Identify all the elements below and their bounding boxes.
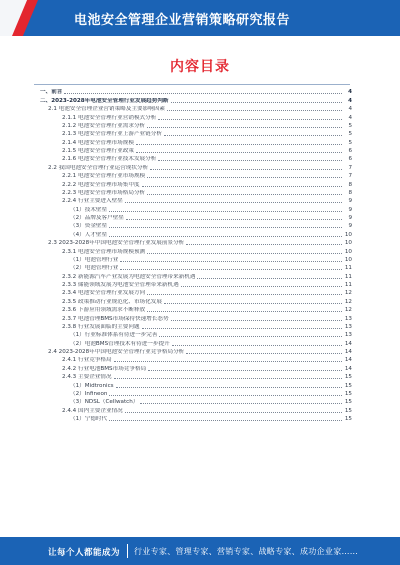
toc-entry[interactable]: [40, 297, 352, 305]
toc-leader-dots: [109, 419, 342, 421]
toc-entry-label: （2）Infineon: [70, 390, 108, 397]
toc-page-number: 12: [344, 307, 352, 314]
toc-page-number: 8: [348, 181, 352, 188]
toc-entry-label: 2.1.5 电池安全管理行业政策: [62, 148, 134, 154]
toc-entry[interactable]: [40, 113, 352, 121]
toc-page-number: 11: [344, 273, 352, 280]
toc-heading: 内容目录: [170, 59, 230, 75]
toc-leader-dots: [164, 134, 342, 136]
footer-slogan-right: 行业专家、管理专家、营销专家、战略专家、成功企业家……: [134, 547, 359, 556]
toc-leader-dots: [125, 201, 342, 203]
toc-page-number: 11: [344, 282, 352, 288]
toc-page-number: 15: [344, 374, 352, 381]
toc-page-number: 4: [348, 106, 352, 113]
toc-page-number: 11: [344, 265, 352, 272]
toc-page-number: 13: [344, 315, 352, 322]
toc-page-number: 15: [344, 407, 352, 414]
toc-entry[interactable]: [40, 96, 352, 104]
toc-leader-dots: [140, 402, 342, 404]
toc-page-number: 6: [348, 148, 352, 154]
toc-entry[interactable]: [40, 373, 352, 381]
toc-leader-dots: [147, 126, 342, 128]
report-title: 电池安全管理企业营销策略研究报告: [74, 13, 291, 28]
toc-entry-label: 2.3.1 电池安全管理市场规模预测: [62, 248, 146, 255]
toc-leader-dots: [159, 335, 342, 337]
toc-entry-label: （1）技术壁垒: [70, 206, 108, 213]
toc-leader-dots: [181, 285, 342, 287]
toc-entry[interactable]: [40, 390, 352, 398]
toc-entry-label: 2.4.4 国内主要企业情况: [62, 407, 123, 414]
toc-leader-dots: [147, 252, 342, 254]
toc-leader-dots: [142, 327, 342, 329]
toc-page-number: 10: [344, 256, 352, 263]
toc-page-number: 7: [348, 173, 352, 180]
toc-entry-label: 2.1.3 电池安全管理行业上游产业链分析: [62, 131, 162, 138]
toc-entry[interactable]: [40, 272, 352, 280]
toc-entry-label: 2.3 2023-2028年中国电池安全管理行业发展前景分析: [48, 240, 185, 247]
toc-entry[interactable]: [40, 406, 352, 414]
toc-leader-dots: [147, 293, 342, 295]
toc-leader-dots: [64, 92, 342, 94]
footer-divider: [127, 544, 128, 558]
toc-entry-label: 2.1.1 电池安全管理行业营销模式分析: [62, 114, 157, 121]
toc-entry[interactable]: [40, 381, 352, 389]
toc-page-number: 5: [348, 139, 352, 146]
toc-leader-dots: [167, 109, 342, 111]
toc-entry-label: 2.1.6 电池安全管理行业技术发展分析: [62, 156, 157, 163]
toc-entry-label: 2.2.3 电池安全管理市场格局分析: [62, 189, 146, 196]
toc-leader-dots: [136, 151, 342, 153]
toc-leader-dots: [109, 394, 342, 396]
toc-entry[interactable]: [40, 339, 352, 347]
toc-entry[interactable]: [40, 256, 352, 264]
toc-page-number: 15: [344, 382, 352, 389]
toc-page-number: 9: [348, 223, 352, 230]
toc-entry[interactable]: [40, 122, 352, 130]
toc-entry[interactable]: [40, 214, 352, 222]
toc-entry-label: 2.4.1 行业竞争格局: [62, 357, 112, 364]
toc-leader-dots: [109, 210, 342, 212]
toc-leader-dots: [136, 143, 342, 145]
page-header: [0, 0, 400, 36]
toc-entry[interactable]: [40, 331, 352, 339]
toc-page-number: 4: [348, 89, 352, 96]
toc-leader-dots: [120, 268, 342, 270]
toc-entry-label: 2.3.6 下游应用领域需求不断释放: [62, 307, 146, 314]
toc-entry[interactable]: [40, 180, 352, 188]
toc-page-number: 7: [348, 164, 352, 171]
toc-entry-label: 2.2 我国电池安全管理行业运营现状分析: [48, 164, 149, 171]
toc-page-number: 4: [348, 114, 352, 121]
toc-entry-label: 2.2.4 行业主要进入壁垒: [62, 198, 123, 205]
toc-leader-dots: [142, 185, 342, 187]
toc-entry[interactable]: [40, 205, 352, 213]
toc-entry-label: （3）资金壁垒: [70, 223, 108, 230]
toc-entry-label: （1）行业标准体系有待进一步完善: [70, 332, 158, 339]
toc-entry-label: 2.3.3 储能领域发展为电池安全管理带来新机遇: [62, 282, 179, 288]
toc-divider: [34, 84, 350, 85]
page-footer: [0, 537, 400, 565]
toc-page-number: 14: [344, 365, 352, 372]
toc-entry[interactable]: [40, 172, 352, 180]
footer-slogan-left: 让每个人都能成为: [48, 548, 121, 558]
toc-entry[interactable]: [40, 239, 352, 247]
toc-entry[interactable]: [40, 189, 352, 197]
toc-page-number: 6: [348, 156, 352, 163]
toc-entry[interactable]: [40, 138, 352, 146]
toc-entry-label: （2）电池BMS管理技术有待进一步提升: [70, 340, 170, 347]
toc-entry[interactable]: [40, 306, 352, 314]
toc-leader-dots: [186, 352, 342, 354]
toc-leader-dots: [116, 386, 342, 388]
toc-entry[interactable]: [40, 230, 352, 238]
toc-entry[interactable]: [40, 222, 352, 230]
toc-page-number: 5: [348, 122, 352, 129]
toc-page-number: 15: [344, 416, 352, 422]
toc-entry-label: 2.4.3 主要企业情况: [62, 374, 112, 381]
toc-page-number: 14: [344, 349, 352, 355]
toc-page-number: 14: [344, 357, 352, 364]
toc-leader-dots: [148, 369, 342, 371]
toc-entry-label: （1）宁德时代: [70, 416, 108, 422]
toc-page-number: 9: [348, 206, 352, 213]
toc-entry-label: 2.2.2 电池安全管理市场集中度: [62, 181, 140, 188]
toc-leader-dots: [158, 118, 342, 120]
toc-entry-label: （2）电池管理行业: [70, 265, 119, 272]
toc-entry[interactable]: [40, 356, 352, 364]
toc-entry-label: 一、前言: [40, 89, 63, 96]
toc-entry[interactable]: [40, 155, 352, 163]
toc-entry-label: （1）电池管理行业: [70, 256, 119, 263]
toc-entry[interactable]: [40, 289, 352, 297]
toc-leader-dots: [114, 377, 342, 379]
toc-page-number: 12: [344, 290, 352, 297]
toc-entry-label: 2.1.4 电池安全管理市场规模: [62, 139, 134, 146]
toc-page-number: 13: [344, 332, 352, 339]
toc-page-number: 10: [344, 248, 352, 255]
toc-leader-dots: [171, 101, 342, 103]
toc-page-number: 10: [344, 231, 352, 238]
toc-entry[interactable]: [40, 348, 352, 356]
toc-page-number: 8: [348, 189, 352, 196]
toc-entry-label: 2.2.1 电池安全管理行业市场规模: [62, 173, 146, 180]
toc-leader-dots: [114, 360, 342, 362]
toc-page-number: 13: [344, 323, 352, 330]
toc-leader-dots: [109, 235, 342, 237]
toc-leader-dots: [172, 344, 342, 346]
table-of-contents: [40, 88, 352, 528]
toc-leader-dots: [120, 260, 342, 262]
toc-entry-label: （3）NDSL（Cellwatch）: [70, 399, 139, 406]
toc-entry[interactable]: [40, 130, 352, 138]
toc-page-number: 4: [348, 97, 352, 104]
toc-leader-dots: [171, 319, 342, 321]
toc-entry[interactable]: [40, 197, 352, 205]
toc-leader-dots: [147, 310, 342, 312]
toc-leader-dots: [186, 243, 342, 245]
toc-leader-dots: [197, 277, 342, 279]
toc-entry-label: 2.3.4 电池安全管理行业发展方向: [62, 290, 146, 297]
toc-entry[interactable]: [40, 364, 352, 372]
toc-page-number: 9: [348, 198, 352, 205]
toc-leader-dots: [158, 159, 342, 161]
toc-entry-label: 2.4.2 行业电池BMS市场竞争格局: [62, 365, 147, 372]
toc-entry[interactable]: [40, 88, 352, 96]
toc-entry[interactable]: [40, 105, 352, 113]
toc-entry-label: （2）品牌及客户壁垒: [70, 215, 124, 221]
toc-entry-label: 2.1 电池安全管理企业营销策略及主要影响因素: [48, 106, 165, 113]
toc-entry-label: 2.1.2 电池安全管理行业需求分析: [62, 122, 146, 129]
toc-leader-dots: [164, 302, 342, 304]
toc-leader-dots: [126, 218, 342, 220]
toc-leader-dots: [147, 193, 342, 195]
toc-entry[interactable]: [40, 147, 352, 155]
toc-entry-label: 2.3.8 行业发展面临的主要问题: [62, 323, 140, 330]
toc-entry[interactable]: [40, 323, 352, 331]
toc-entry[interactable]: [40, 264, 352, 272]
toc-leader-dots: [150, 168, 342, 170]
toc-entry-label: （4）人才壁垒: [70, 231, 108, 238]
toc-entry-label: 2.3.7 电池管理BMS市场保持快速增长态势: [62, 315, 169, 322]
toc-page-number: 12: [344, 298, 352, 305]
toc-entry[interactable]: [40, 314, 352, 322]
toc-entry-label: 2.4 2023-2028年中国电池安全管理行业竞争格局分析: [48, 349, 185, 355]
toc-leader-dots: [109, 226, 342, 228]
toc-leader-dots: [125, 411, 342, 413]
toc-page-number: 9: [348, 215, 352, 221]
toc-page-number: 15: [344, 390, 352, 397]
toc-entry[interactable]: [40, 281, 352, 289]
toc-entry[interactable]: [40, 398, 352, 406]
toc-entry[interactable]: [40, 163, 352, 171]
toc-entry[interactable]: [40, 247, 352, 255]
toc-page-number: 5: [348, 131, 352, 138]
toc-entry[interactable]: [40, 415, 352, 423]
toc-page-number: 10: [344, 240, 352, 247]
toc-page-number: 15: [344, 399, 352, 406]
toc-entry-label: 2.3.5 政策推动行业规范化、市场化发展: [62, 298, 162, 305]
toc-page-number: 14: [344, 340, 352, 347]
toc-leader-dots: [147, 176, 342, 178]
toc-entry-label: （1）Midtronics: [70, 382, 114, 389]
toc-entry-label: 2.3.2 新能源汽车产业发展为电池安全管理带来新机遇: [62, 273, 196, 280]
toc-entry-label: 二、2023-2028年电池安全管理行业发展趋势判断: [40, 97, 169, 104]
